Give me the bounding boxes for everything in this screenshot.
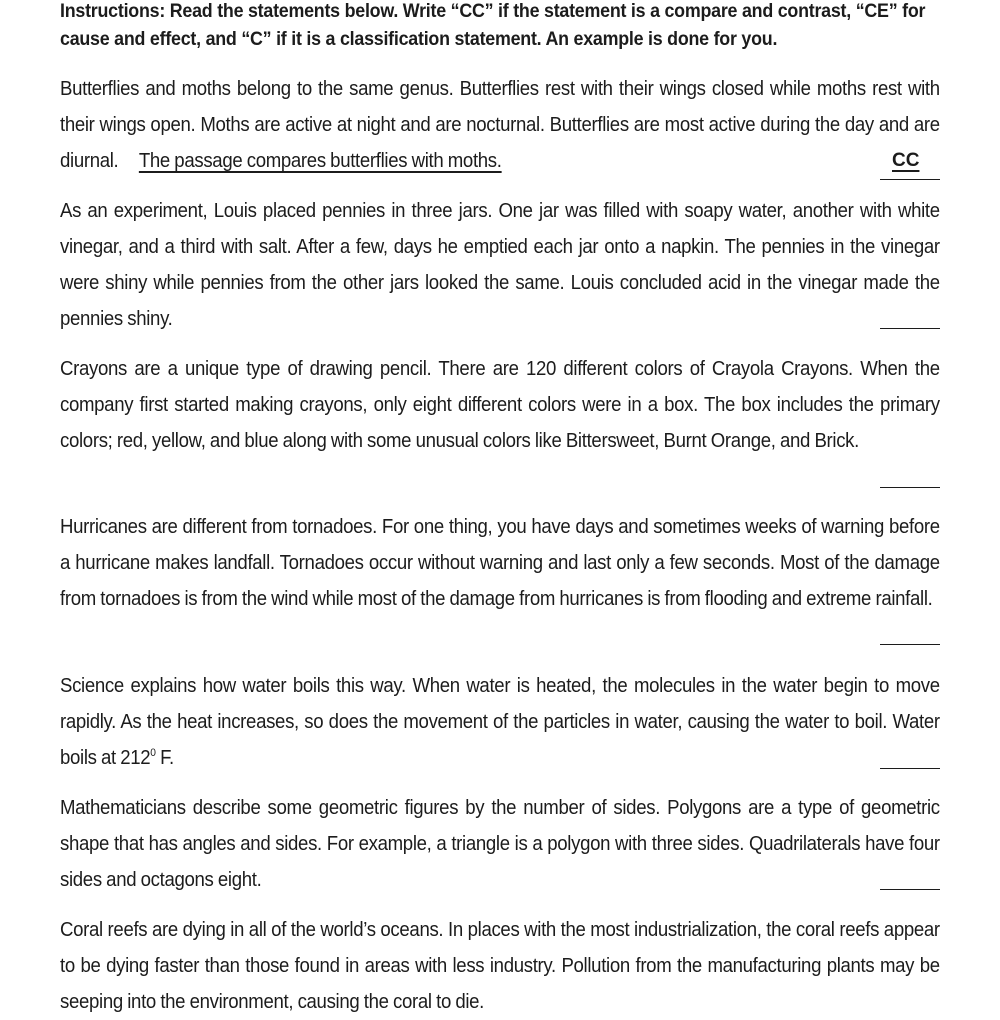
instructions-text: Instructions: Read the statements below. Write “CC” if the statement is a compare and contrast, “CE” for cause and effect, and “C” if it is a classification statement. An example is done for you. — [60, 1, 926, 50]
passage-pennies: As an experiment, Louis placed pennies in three jars. One jar was filled with soapy water, another with white vinegar, and a third with salt. After a few, days he emptied each jar onto a napkin. The pennies in the vinegar were shiny while pennies from the other jars looked the same. Louis concluded acid in the vinegar made the pennies shiny. — [60, 200, 940, 330]
answer-blank-pennies[interactable] — [880, 308, 940, 329]
degree-symbol: 0 — [150, 747, 156, 759]
passage-coral-reefs: Coral reefs are dying in all of the world’s oceans. In places with the most industrialization, the coral reefs appear to be dying faster than those found in areas with less industry. Pollution from the manufacturing plants may be seeping into the environment, causing the coral to die. — [60, 919, 940, 1013]
answer-blank-hurricanes[interactable] — [880, 624, 940, 645]
water-boils-unit: F. — [155, 747, 174, 769]
answer-blank-polygons[interactable] — [880, 869, 940, 890]
water-boils-text: Science explains how water boils this way. When water is heated, the molecules in the water begin to move rapidly. As the heat increases, so does the movement of the particles in water, causing the water to boil. Water boils at 212 — [60, 675, 940, 769]
example-passage — [60, 71, 940, 179]
example-explanation: The passage compares butterflies with moths. — [138, 150, 502, 172]
example-text: Butterflies and moths belong to the same genus. Butterflies rest with their wings closed while moths rest with their wings open. Moths are active at night and are nocturnal. Butterflies are most active during the day and are diurnal. — [60, 78, 940, 172]
passage-crayons: Crayons are a unique type of drawing pencil. There are 120 different colors of Crayola Crayons. When the company first started making crayons, only eight different colors were in a box. The box includes the primary colors; red, yellow, and blue along with some unusual colors like Bittersweet, Burnt Orange, and Brick. — [60, 358, 940, 452]
answer-blank-crayons[interactable] — [880, 467, 940, 488]
passage-polygons: Mathematicians describe some geometric figures by the number of sides. Polygons are a type of geometric shape that has angles and sides. For example, a triangle is a polygon with three sides. Quadrilaterals have four sides and octagons eight. — [60, 797, 940, 891]
answer-blank-water-boils[interactable] — [880, 748, 940, 769]
passage-water-boils — [60, 668, 940, 776]
example-answer — [880, 143, 940, 180]
passage-hurricanes: Hurricanes are different from tornadoes. For one thing, you have days and sometimes weeks of warning before a hurricane makes landfall. Tornadoes occur without warning and last only a few seconds. Most of the damage from tornadoes is from the wind while most of the damage from hurricanes is from flooding and extreme rainfall. — [60, 516, 940, 610]
worksheet-page — [60, 0, 940, 1013]
example-answer-text: CC — [892, 150, 920, 171]
